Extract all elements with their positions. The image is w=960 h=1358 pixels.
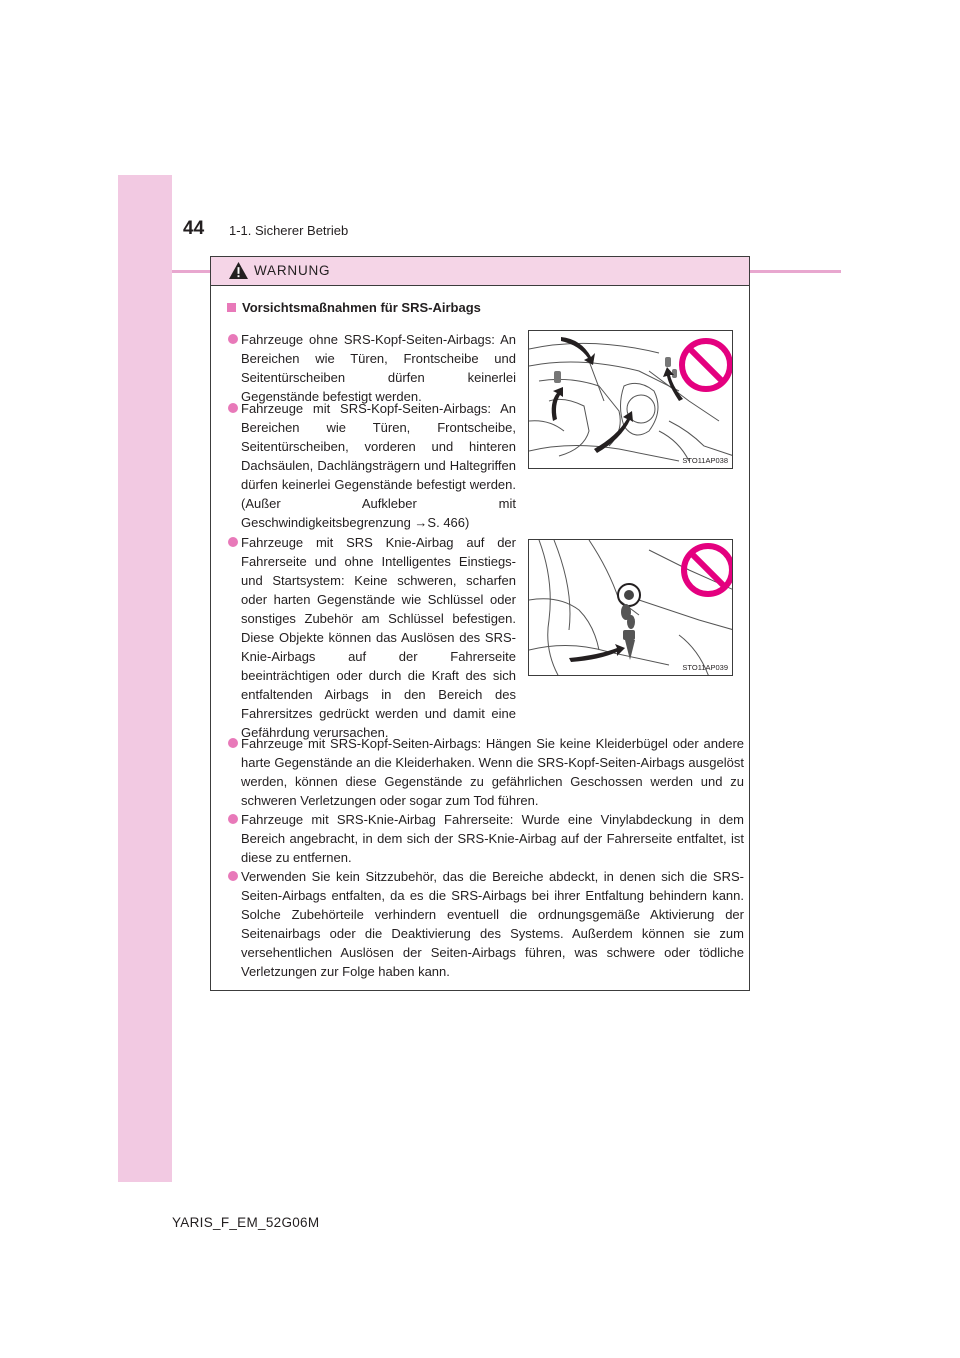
bullet-icon: [228, 738, 238, 748]
prohibited-sign-icon: [684, 546, 732, 594]
warning-heading-text: Vorsichtsmaßnahmen für SRS-Airbags: [242, 300, 481, 315]
warning-box: [210, 256, 750, 991]
warning-heading: [227, 300, 481, 315]
car-interior-illustration: [529, 331, 733, 469]
figure-2-code: STO11AP039: [682, 663, 728, 672]
warning-title: WARNUNG: [254, 263, 331, 278]
footer-document-code: YARIS_F_EM_52G06M: [172, 1215, 320, 1230]
page-number: 44: [183, 218, 205, 239]
ignition-key-illustration: [529, 540, 733, 676]
warning-item-6: Verwenden Sie kein Sitzzubehör, das die Bereiche abdeckt, in denen sich die SRS-Seiten-Airbags entfalten, da es die SRS-Airbags bei ihrer Entfaltung behindern kann. Solche Zubehörteile verhindern eventuell die ordnungsgemäße Aktivierung der Seitenairbags oder die Deaktivierung des Systems. Außerdem können sie zum versehentlichen Auslösen der Seiten-Airbags führen, was schwere oder tödliche Verletzungen zur Folge haben kann.: [228, 867, 744, 981]
warning-header: [211, 257, 749, 286]
warning-item-3: Fahrzeuge mit SRS Knie-Airbag auf der Fahrerseite und ohne Intelligentes Einstiegs- und Startsystem: Keine schweren, scharfen oder harten Gegenstände wie Schlüssel oder sonstiges Zubehör am Schlüssel befestigen. Diese Objekte können das Auslösen des SRS-Knie-Airbags auf der Fahrerseite beeinträchtigen oder durch die Kraft des sich entfaltenden Airbags in den Bereich des Fahrersitzes gedrückt werden und damit eine Gefährdung verursachen.: [228, 533, 516, 742]
page-side-tab: [118, 175, 172, 1182]
warning-item-4: Fahrzeuge mit SRS-Kopf-Seiten-Airbags: Hängen Sie keine Kleiderbügel oder andere harte Gegenstände an die Kleiderhaken. Wenn die SRS-Kopf-Seiten-Airbags ausgelöst werden, können diese Gegenstände zu gefährlichen Geschossen werden und zu schweren Verletzungen oder sogar zum Tod führen.: [228, 734, 744, 810]
bullet-icon: [228, 871, 238, 881]
warning-item-1: Fahrzeuge ohne SRS-Kopf-Seiten-Airbags: An Bereichen wie Türen, Frontscheibe und Seitentürscheiben dürfen keinerlei Gegenstände befestigt werden.: [228, 330, 516, 406]
prohibited-sign-icon: [682, 341, 730, 389]
warning-triangle-icon: [228, 261, 249, 280]
warning-item-5: Fahrzeuge mit SRS-Knie-Airbag Fahrerseite: Wurde eine Vinylabdeckung in dem Bereich angebracht, in dem sich der SRS-Knie-Airbag auf der Fahrerseite entfaltet, ist diese zu entfernen.: [228, 810, 744, 867]
section-title: 1-1. Sicherer Betrieb: [229, 223, 349, 238]
bullet-icon: [228, 537, 238, 547]
warning-item-2: Fahrzeuge mit SRS-Kopf-Seiten-Airbags: An Bereichen wie Türen, Frontscheibe, Seitentürscheiben, vorderen und hinteren Dachsäulen, Dachlängsträgern und Haltegriffen dürfen keinerlei Gegenstände befestigt werden. (Außer Aufkleber mit Geschwindigkeitsbegrenzung →S. 466): [228, 399, 516, 532]
bullet-icon: [228, 334, 238, 344]
figure-1-code: STO11AP038: [682, 456, 728, 465]
figure-key-prohibited: [528, 539, 733, 676]
bullet-icon: [228, 403, 238, 413]
figure-interior-prohibited: [528, 330, 733, 469]
bullet-icon: [228, 814, 238, 824]
heading-square-icon: [227, 303, 236, 312]
